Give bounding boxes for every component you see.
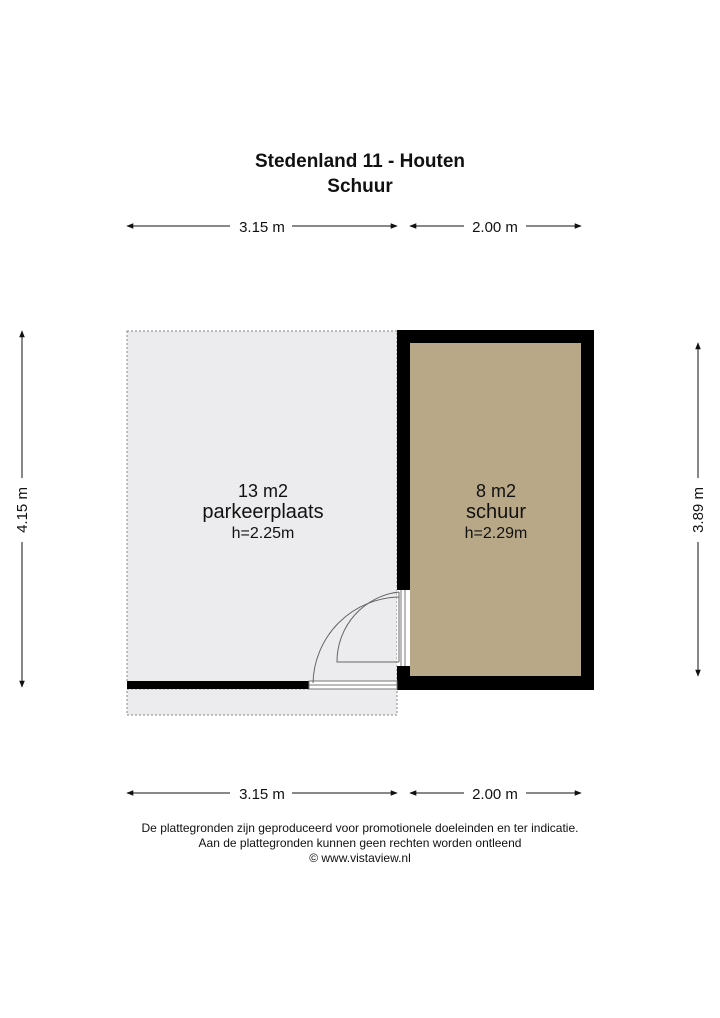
schuur-height-label: h=2.29m [464, 525, 528, 542]
schuur-name-label: schuur [465, 501, 527, 523]
footer-disclaimer-2: Aan de plattegronden kunnen geen rechten worden ontleend [198, 836, 522, 850]
plan-subtitle: Schuur [327, 176, 393, 197]
parkeerplaats-area-label: 13 m2 [237, 481, 289, 501]
dim-top-right: 2.00 m [472, 219, 518, 236]
dim-right-height: 3.89 m [690, 487, 707, 533]
schuur-area-label: 8 m2 [475, 481, 517, 501]
dim-left-height: 4.15 m [14, 487, 31, 533]
dim-top-left: 3.15 m [239, 219, 285, 236]
parkeerplaats-height-label: h=2.25m [231, 525, 295, 542]
footer-disclaimer-1: De plattegronden zijn geproduceerd voor promotionele doeleinden en ter indicatie. [141, 821, 579, 835]
plan-title: Stedenland 11 - Houten [254, 151, 466, 172]
parkeerplaats-name-label: parkeerplaats [202, 501, 324, 523]
dim-bottom-right: 2.00 m [472, 786, 518, 803]
dim-bottom-left: 3.15 m [239, 786, 285, 803]
parkeerplaats-strip [127, 689, 397, 715]
parkeerplaats-wall [127, 681, 309, 689]
footer-copyright: © www.vistaview.nl [309, 851, 411, 865]
